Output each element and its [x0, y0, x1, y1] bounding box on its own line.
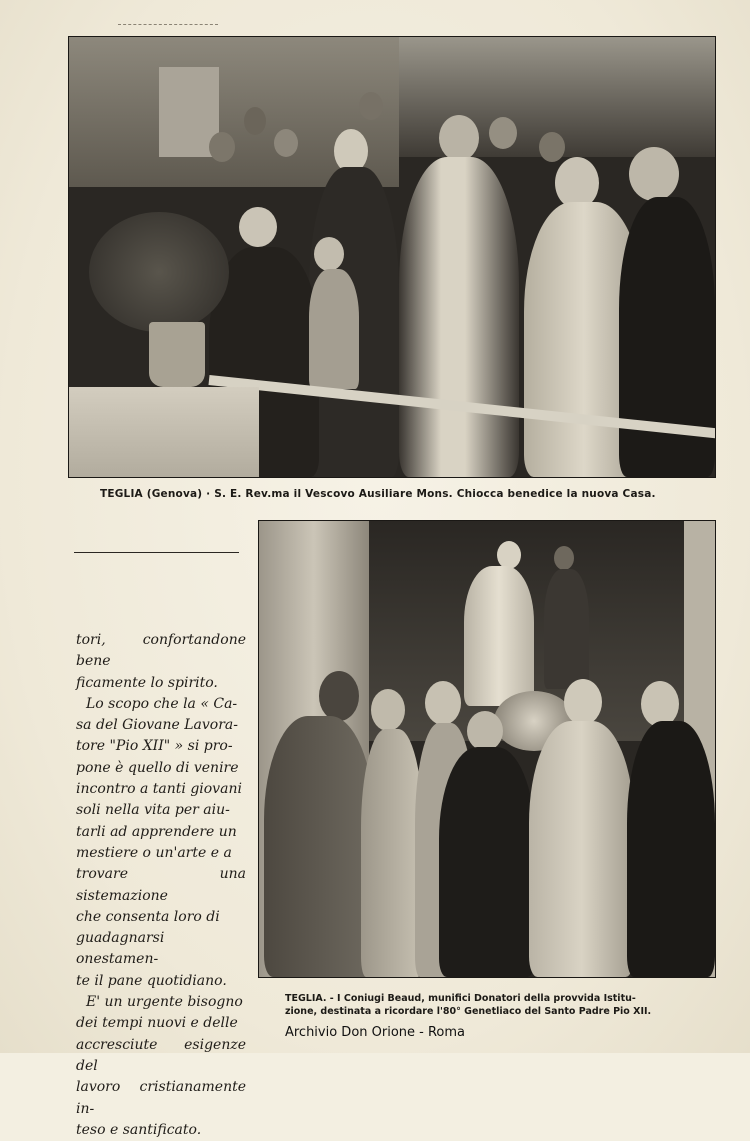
- archive-watermark: Archivio Don Orione - Roma: [284, 1025, 466, 1040]
- body-line: tori, confortandone bene: [76, 632, 246, 670]
- body-line: tarli ad apprendere un: [76, 823, 237, 840]
- body-line: guadagnarsi onestamen-: [76, 930, 165, 968]
- body-line: dei tempi nuovi e delle: [76, 1015, 238, 1032]
- caption-bottom-photo: [285, 992, 705, 1018]
- body-line: teso e santificato.: [76, 1121, 202, 1138]
- body-line: mestiere o un'arte e a: [76, 844, 232, 861]
- body-line: che consenta loro di: [76, 908, 220, 925]
- body-line: pone è quello di venire: [76, 759, 239, 776]
- body-line: tore "Pio XII" » si pro-: [76, 738, 233, 755]
- body-line: E' un urgente bisogno: [86, 994, 243, 1011]
- caption-bottom-line: TEGLIA. - I Coniugi Beaud, munifici Donatori della provvida Istitu-: [285, 993, 636, 1004]
- body-line: sa del Giovane Lavora-: [76, 717, 239, 734]
- caption-top-photo: TEGLIA (Genova) · S. E. Rev.ma il Vescovo Ausiliare Mons. Chiocca benedice la nuova Casa.: [100, 488, 656, 500]
- photo-donors-group: [258, 520, 716, 978]
- photo-blessing-ceremony: [68, 36, 716, 478]
- body-line: Lo scopo che la « Ca-: [86, 695, 238, 712]
- column-rule: [74, 552, 239, 553]
- body-line: accresciute esigenze del: [76, 1036, 246, 1074]
- body-line: ficamente lo spirito.: [76, 674, 218, 691]
- top-dashed-rule: [118, 24, 218, 26]
- body-line: incontro a tanti giovani: [76, 781, 242, 798]
- body-line: lavoro cristianamente in-: [76, 1079, 246, 1117]
- body-line: te il pane quotidiano.: [76, 972, 227, 989]
- caption-bottom-line: zione, destinata a ricordare l'80° Genetliaco del Santo Padre Pio XII.: [285, 1006, 652, 1017]
- body-line: trovare una sistemazione: [76, 866, 246, 904]
- article-body-column: [76, 630, 246, 1141]
- body-line: soli nella vita per aiu-: [76, 802, 230, 819]
